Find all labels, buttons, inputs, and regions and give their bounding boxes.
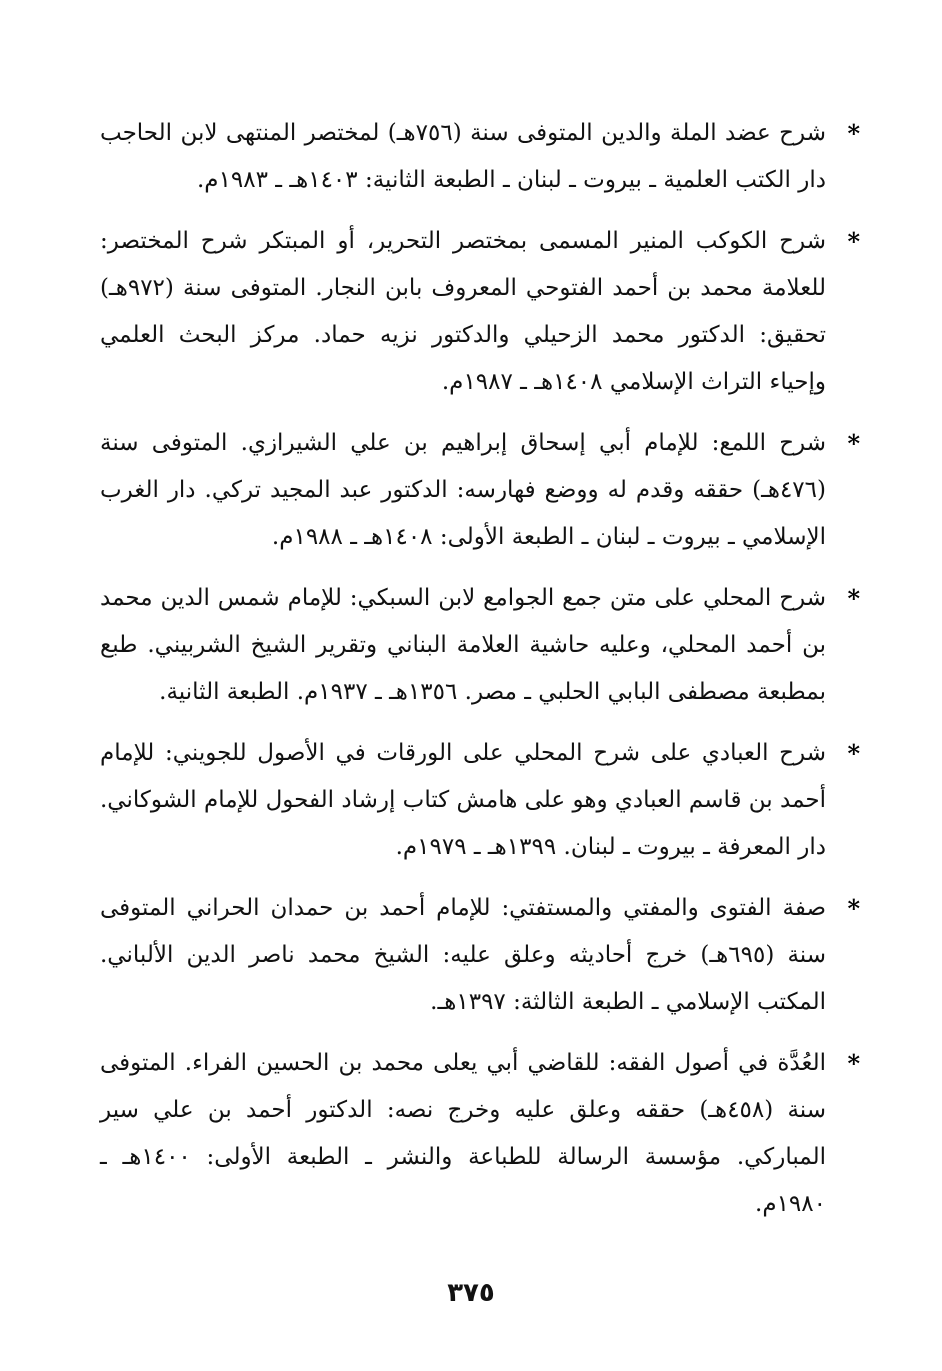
bibliography-entry	[100, 730, 860, 871]
bibliography-entry	[100, 420, 860, 561]
entry-text: شرح عضد الملة والدين المتوفى سنة (٧٥٦هـ) لمختصر المنتهى لابن الحاجب دار الكتب العلمية ـ بيروت ـ لبنان ـ الطبعة الثانية: ١٤٠٣هـ ـ ١٩٨٣م.	[100, 120, 826, 193]
entry-text: العُدَّة في أصول الفقه: للقاضي أبي يعلى محمد بن الحسين الفراء. المتوفى سنة (٤٥٨هـ) حققه وعلق عليه وخرج نصه: الدكتور أحمد بن علي سير المباركي. مؤسسة الرسالة للطباعة والنشر ـ الطبعة الأولى: ١٤٠٠هـ ـ ١٩٨٠م.	[100, 1050, 827, 1217]
asterisk-bullet-icon: *	[847, 429, 860, 458]
asterisk-bullet-icon: *	[847, 119, 860, 148]
asterisk-bullet-icon: *	[847, 227, 860, 256]
bibliography-entry	[100, 1040, 860, 1228]
asterisk-bullet-icon: *	[847, 894, 860, 923]
bibliography-entry	[100, 110, 860, 204]
entry-text: شرح العبادي على شرح المحلي على الورقات في الأصول للجويني: للإمام أحمد بن قاسم العبادي وهو على هامش كتاب إرشاد الفحول للإمام الشوكاني. دار المعرفة ـ بيروت ـ لبنان. ١٣٩٩هـ ـ ١٩٧٩م.	[100, 740, 826, 860]
bibliography-entry	[100, 575, 860, 716]
asterisk-bullet-icon: *	[847, 1049, 860, 1078]
entry-text: شرح المحلي على متن جمع الجوامع لابن السبكي: للإمام شمس الدين محمد بن أحمد المحلي، وعليه حاشية العلامة البناني وتقرير الشيخ الشربيني. طبع بمطبعة مصطفى البابي الحلبي ـ مصر. ١٣٥٦هـ ـ ١٩٣٧م. الطبعة الثانية.	[100, 585, 826, 705]
bibliography-entry	[100, 885, 860, 1026]
bibliography-page	[100, 110, 860, 1242]
asterisk-bullet-icon: *	[847, 584, 860, 613]
page-number: ٣٧٥	[447, 1278, 495, 1308]
entry-text: شرح الكوكب المنير المسمى بمختصر التحرير، أو المبتكر شرح المختصر: للعلامة محمد بن أحمد الفتوحي المعروف بابن النجار. المتوفى سنة (٩٧٢هـ) تحقيق: الدكتور محمد الزحيلي والدكتور نزيه حماد. مركز البحث العلمي وإحياء التراث الإسلامي ١٤٠٨هـ ـ ١٩٨٧م.	[100, 228, 826, 395]
entry-text: صفة الفتوى والمفتي والمستفتي: للإمام أحمد بن حمدان الحراني المتوفى سنة (٦٩٥هـ) خرج أحاديثه وعلق عليه: الشيخ محمد ناصر الدين الألباني. المكتب الإسلامي ـ الطبعة الثالثة: ١٣٩٧هـ.	[100, 895, 826, 1015]
bibliography-entry	[100, 218, 860, 406]
asterisk-bullet-icon: *	[847, 739, 860, 768]
entry-text: شرح اللمع: للإمام أبي إسحاق إبراهيم بن علي الشيرازي. المتوفى سنة (٤٧٦هـ) حققه وقدم له ووضع فهارسه: الدكتور عبد المجيد تركي. دار الغرب الإسلامي ـ بيروت ـ لبنان ـ الطبعة الأولى: ١٤٠٨هـ ـ ١٩٨٨م.	[100, 430, 826, 550]
